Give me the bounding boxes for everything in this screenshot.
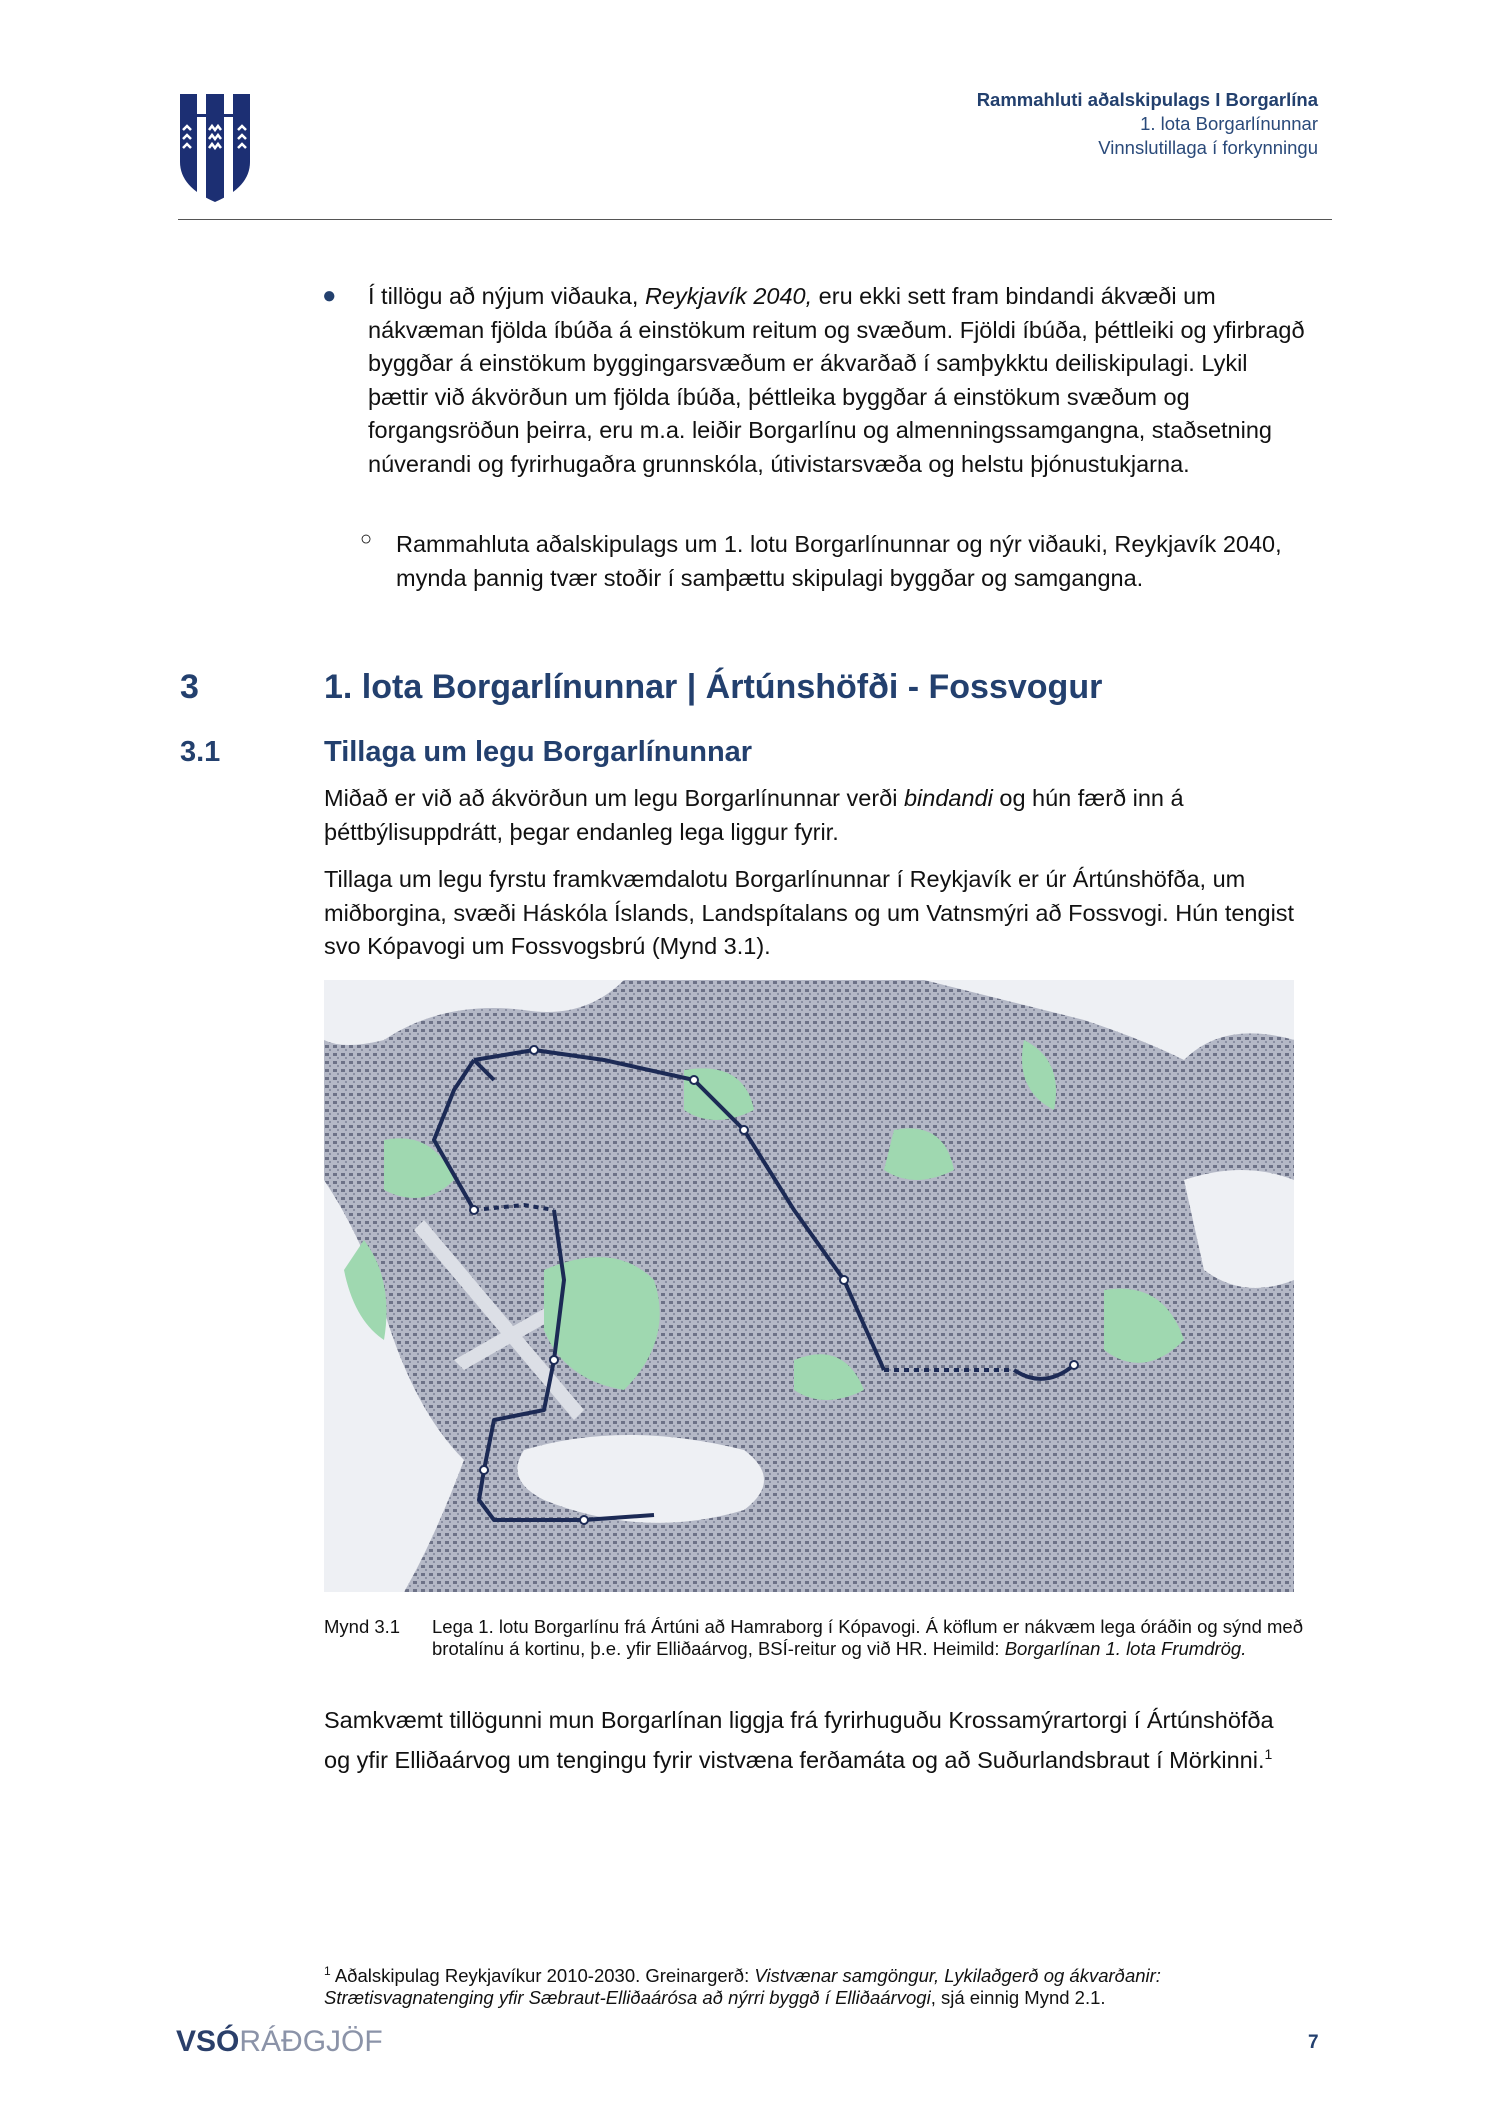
caption-text: Lega 1. lotu Borgarlínu frá Ártúni að Hamraborg í Kópavogi. Á köflum er nákvæm lega óráðin og sýnd með brotalínu á kortinu, þ.e. yfir Elliðaárvog, BSÍ-reitur og við HR. Heimild: [432, 1616, 1303, 1659]
paragraph [324, 782, 1324, 849]
footnote-emphasis: Vistvænar samgöngur, Lykilaðgerð og ákvarðanir: Strætisvagnatenging yfir Sæbraut-Elliðaárósa að nýrri byggð í Elliðaárvogi [324, 1965, 1161, 2009]
header-subtitle: 1. lota Borgarlínunnar [1140, 113, 1318, 134]
page-number: 7 [1308, 2032, 1319, 2053]
reykjavik-coat-of-arms-logo [178, 92, 252, 204]
sub-bullet-icon: ○ [360, 528, 373, 550]
caption-source: Borgarlínan 1. lota Frumdrög. [1004, 1638, 1247, 1659]
bullet-icon: ● [322, 282, 337, 309]
bullet-text: eru ekki sett fram bindandi ákvæði um nákvæman fjölda íbúða á einstökum reitum og svæðum. Fjöldi íbúða, þéttleiki og yfirbragð byggðar á einstökum byggingarsvæðum er ákvarðað í samþykktu deiliskipulagi. Lykil þættir við ákvörðun um fjölda íbúða, þéttleika byggðar á einstökum svæðum og forgangsröðun þeirra, eru m.a. leiðir Borgarlínu og almenningssamgangna, staðsetning núverandi og fyrirhugaðra grunnskóla, útivistarsvæða og helstu þjónustukjarna. [368, 283, 1305, 477]
footnote-text: , sjá einnig Mynd 2.1. [930, 1987, 1106, 2009]
paragraph: Tillaga um legu fyrstu framkvæmdalotu Borgarlínunnar í Reykjavík er úr Ártúnshöfða, um miðborgina, svæði Háskóla Íslands, Landspítalans og um Vatnsmýri að Fossvogi. Hún tengist svo Kópavogi um Fossvogsbrú (Mynd 3.1). [324, 866, 1295, 959]
subsection-title: Tillaga um legu Borgarlínunnar [324, 736, 753, 768]
footnote-number: 1 [324, 1964, 331, 1978]
figure-caption-text [432, 1616, 1312, 1660]
header-title: Rammahluti aðalskipulags I Borgarlína [976, 89, 1318, 110]
footnote [324, 1960, 1324, 2009]
paragraph-text: Samkvæmt tillögunni mun Borgarlínan liggja frá fyrirhuguðu Krossamýrartorgi í Ártúnshöfða og yfir Elliðaárvog um tengingu fyrir vistvæna ferðamáta og að Suðurlandsbraut í Mörkinni. [324, 1707, 1274, 1773]
footnote-text: Aðalskipulag Reykjavíkur 2010-2030. Greinargerð: [334, 1965, 755, 1987]
figure-label: Mynd 3.1 [324, 1616, 401, 1637]
vso-radgjof-logo [176, 2025, 383, 2059]
bullet-item [368, 280, 1308, 481]
borgarlina-route-map [324, 980, 1294, 1592]
paragraph-text: og hún færð inn á þéttbýlisuppdrátt, þegar endanleg lega liggur fyrir. [324, 785, 1184, 845]
running-header [977, 88, 1318, 160]
logo-brand-light: RÁÐGJÖF [239, 2025, 383, 2058]
bullet-text: Í tillögu að nýjum viðauka, [368, 283, 645, 309]
bullet-emphasis: Reykjavík 2040, [644, 283, 813, 309]
header-status: Vinnslutillaga í forkynningu [1098, 137, 1318, 158]
footnote-reference[interactable]: 1 [1264, 1745, 1273, 1762]
section-number: 3 [180, 668, 199, 706]
section-title: 1. lota Borgarlínunnar | Ártúnshöfði - Fossvogur [324, 668, 1103, 706]
sub-bullet-item: Rammahluta aðalskipulags um 1. lotu Borgarlínunnar og nýr viðauki, Reykjavík 2040, mynda þannig tvær stoðir í samþættu skipulagi byggðar og samgangna. [396, 531, 1282, 591]
subsection-number: 3.1 [180, 736, 221, 768]
header-divider [178, 219, 1332, 220]
logo-brand-bold: VSÓ [176, 2025, 240, 2058]
paragraph-text: Miðað er við að ákvörðun um legu Borgarlínunnar verði [324, 785, 904, 811]
paragraph-emphasis: bindandi [903, 785, 993, 811]
paragraph [324, 1704, 1284, 1777]
